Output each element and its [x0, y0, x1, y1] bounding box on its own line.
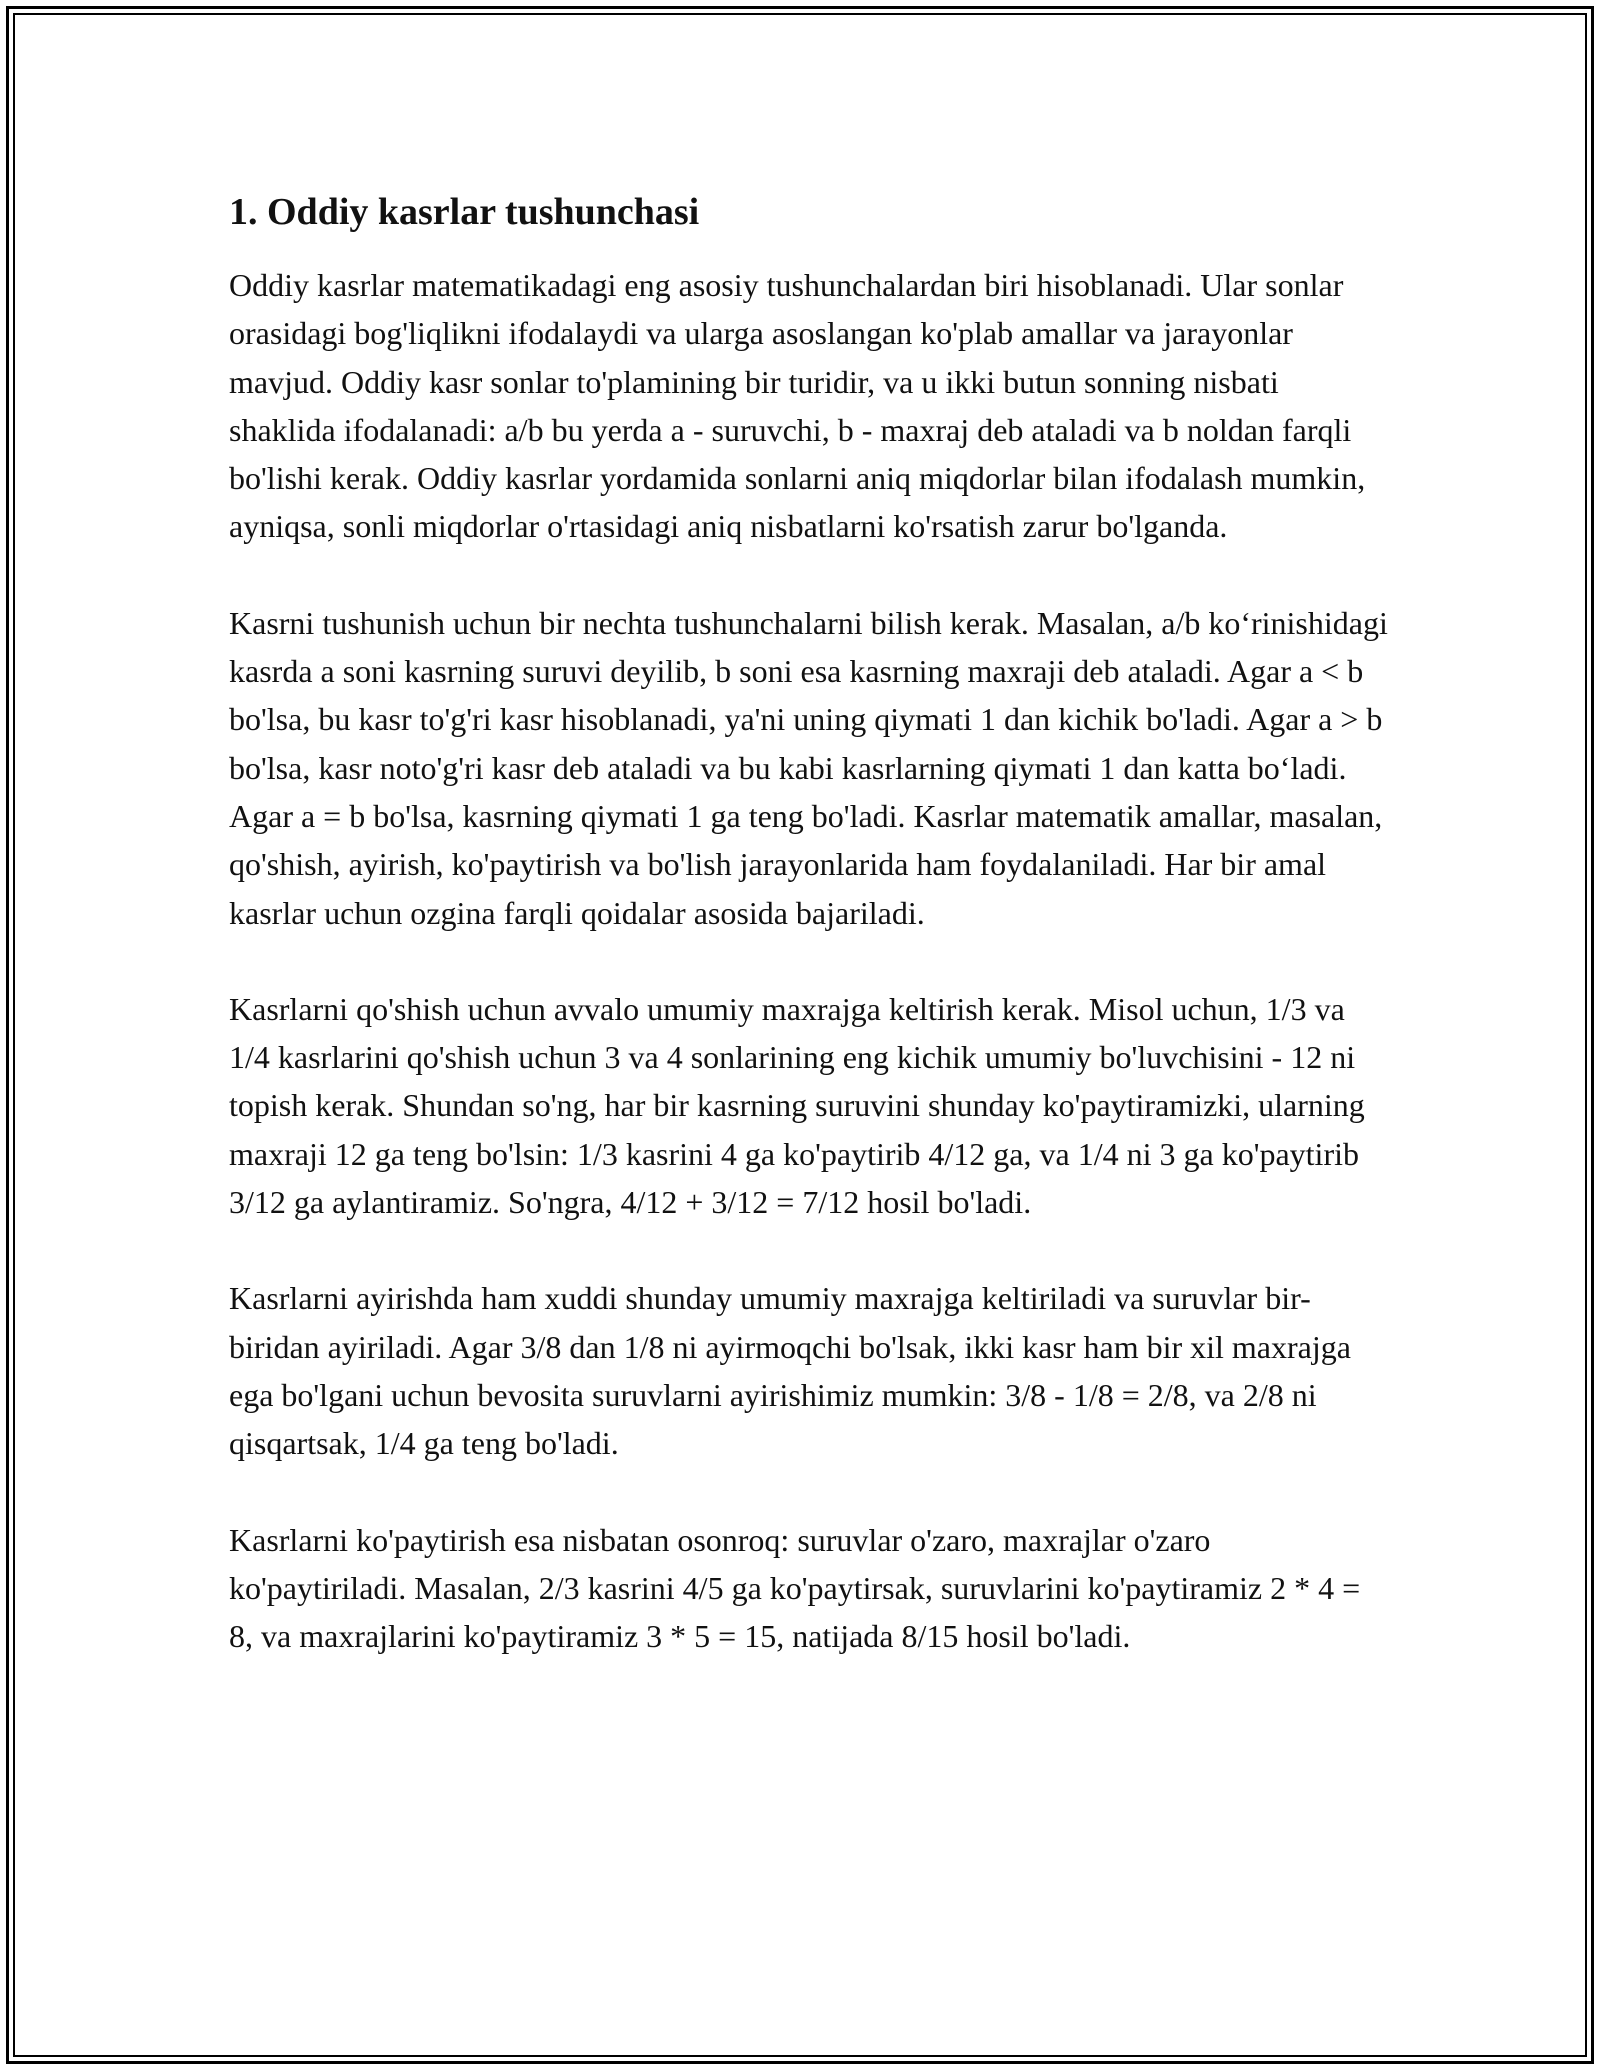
- document-content: [229, 185, 1389, 1708]
- paragraph-fraction-types: Kasrni tushunish uchun bir nechta tushunchalarni bilish kerak. Masalan, a/b ko‘rinishidagi kasrda a soni kasrning suruvi deyilib, b soni esa kasrning maxraji deb ataladi. Agar a < b bo'lsa, bu kasr to'g'ri kasr hisoblanadi, ya'ni uning qiymati 1 dan kichik bo'ladi. Agar a > b bo'lsa, kasr noto'g'ri kasr deb ataladi va bu kabi kasrlarning qiymati 1 dan katta bo‘ladi. Agar a = b bo'lsa, kasrning qiymati 1 ga teng bo'ladi. Kasrlar matematik amallar, masalan, qo'shish, ayirish, ko'paytirish va bo'lish jarayonlarida ham foydalaniladi. Har bir amal kasrlar uchun ozgina farqli qoidalar asosida bajariladi.: [229, 604, 1388, 931]
- paragraph-intro: Oddiy kasrlar matematikadagi eng asosiy tushunchalardan biri hisoblanadi. Ular sonlar orasidagi bog'liqlikni ifodalaydi va ularga asoslangan ko'plab amallar va jarayonlar mavjud. Oddiy kasr sonlar to'plamining bir turidir, va u ikki butun sonning nisbati shaklida ifodalanadi: a/b bu yerda a - suruvchi, b - maxraj deb ataladi va b noldan farqli bo'lishi kerak. Oddiy kasrlar yordamida sonlarni aniq miqdorlar bilan ifodalash mumkin, ayniqsa, sonli miqdorlar o'rtasidagi aniq nisbatlarni ko'rsatish zarur bo'lganda.: [229, 267, 1366, 545]
- paragraph-addition: Kasrlarni qo'shish uchun avvalo umumiy maxrajga keltirish kerak. Misol uchun, 1/3 va 1/4 kasrlarini qo'shish uchun 3 va 4 sonlarining eng kichik umumiy bo'luvchisini - 12 ni topish kerak. Shundan so'ng, har bir kasrning suruvini shunday ko'paytiramizki, ularning maxraji 12 ga teng bo'lsin: 1/3 kasrini 4 ga ko'paytirib 4/12 ga, va 1/4 ni 3 ga ko'paytirib 3/12 ga aylantiramiz. So'ngra, 4/12 + 3/12 = 7/12 hosil bo'ladi.: [229, 990, 1365, 1221]
- section-heading: 1. Oddiy kasrlar tushunchasi: [229, 191, 700, 233]
- paragraph-multiplication: Kasrlarni ko'paytirish esa nisbatan osonroq: suruvlar o'zaro, maxrajlar o'zaro ko'paytiriladi. Masalan, 2/3 kasrini 4/5 ga ko'paytirsak, suruvlarini ko'paytiramiz 2 * 4 = 8, va maxrajlarini ko'paytiramiz 3 * 5 = 15, natijada 8/15 hosil bo'ladi.: [229, 1521, 1361, 1655]
- paragraph-subtraction: Kasrlarni ayirishda ham xuddi shunday umumiy maxrajga keltiriladi va suruvlar bir-biridan ayiriladi. Agar 3/8 dan 1/8 ni ayirmoqchi bo'lsak, ikki kasr ham bir xil maxrajga ega bo'lgani uchun bevosita suruvlarni ayirishimiz mumkin: 3/8 - 1/8 = 2/8, va 2/8 ni qisqartsak, 1/4 ga teng bo'ladi.: [229, 1280, 1351, 1462]
